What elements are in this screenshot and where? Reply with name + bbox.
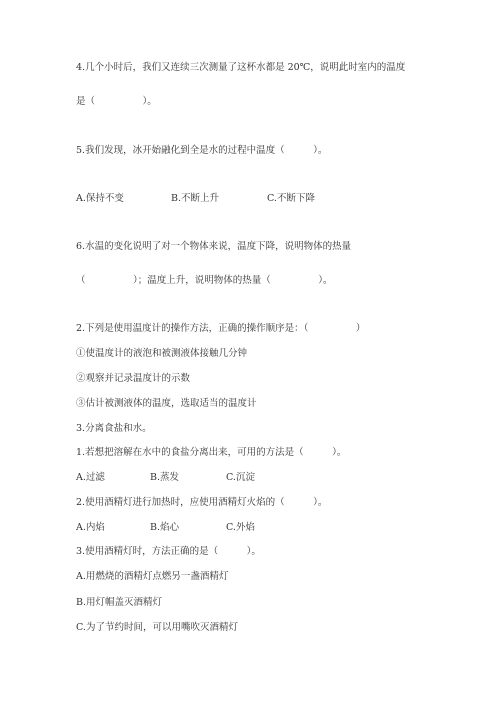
s3-q2-option-b: B.焰心 bbox=[150, 522, 180, 533]
s3-q1-stem: 1.若想把溶解在水中的食盐分离出来，可用的方法是（ ）。 bbox=[76, 447, 347, 458]
q6-stem-line1: 6.水温的变化说明了对一个物体来说，温度下降，说明物体的热量 bbox=[76, 241, 352, 252]
section2-stem: 2.下列是使用温度计的操作方法，正确的操作顺序是：（ ） bbox=[76, 323, 366, 334]
q5-option-b: B.不断上升 bbox=[171, 193, 220, 204]
q5-option-c: C.不断下降 bbox=[267, 193, 315, 204]
s3-q2-option-a: A.内焰 bbox=[76, 522, 105, 533]
s3-q3-stem: 3.使用酒精灯时，方法正确的是（ ）。 bbox=[76, 546, 261, 557]
section2-step-1: ①使温度计的液泡和被测液体接触几分钟 bbox=[76, 348, 248, 359]
q5-stem: 5.我们发现，冰开始融化到全是水的过程中温度（ ）。 bbox=[76, 145, 328, 156]
s3-q2-stem: 2.使用酒精灯进行加热时，应使用酒精灯火焰的（ ）。 bbox=[76, 497, 328, 508]
section2-step-2: ②观察并记录温度计的示数 bbox=[76, 373, 191, 384]
q6-stem-line2: （ ）；温度上升，说明物体的热量（ ）。 bbox=[76, 275, 333, 286]
s3-q2-option-c: C.外焰 bbox=[226, 522, 255, 533]
section3-title: 3.分离食盐和水。 bbox=[76, 423, 152, 434]
s3-q1-option-a: A.过滤 bbox=[76, 472, 105, 483]
s3-q1-option-c: C.沉淀 bbox=[226, 472, 255, 483]
section2-step-3: ③估计被测液体的温度，选取适当的温度计 bbox=[76, 398, 257, 409]
s3-q1-option-b: B.蒸发 bbox=[150, 472, 180, 483]
q4-stem-line1: 4.几个小时后，我们又连续三次测量了这杯水都是 20℃，说明此时室内的温度 bbox=[76, 62, 406, 73]
s3-q3-option-c: C.为了节约时间，可以用嘴吹灭酒精灯 bbox=[76, 622, 238, 633]
s3-q3-option-b: B.用灯帽盖灭酒精灯 bbox=[76, 597, 163, 608]
q4-stem-line2: 是（ ）。 bbox=[76, 96, 157, 107]
q5-option-a: A.保持不变 bbox=[76, 193, 124, 204]
s3-q3-option-a: A.用燃烧的酒精灯点燃另一盏酒精灯 bbox=[76, 571, 229, 582]
